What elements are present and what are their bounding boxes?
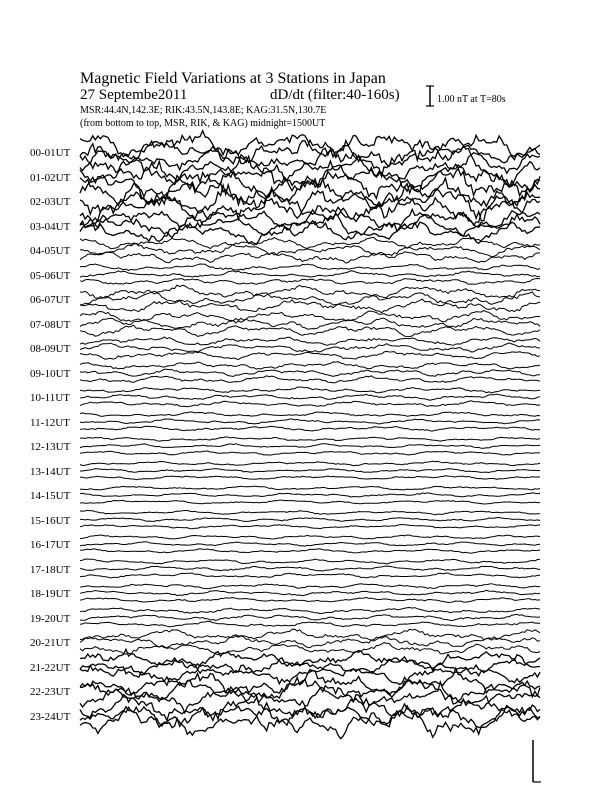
trace-msr <box>80 486 540 490</box>
hour-label: 18-19UT <box>30 588 71 600</box>
scale-bar <box>426 86 434 106</box>
trace-kag <box>80 351 540 359</box>
trace-rik <box>80 343 540 352</box>
hour-label: 00-01UT <box>30 147 71 159</box>
hour-label: 23-24UT <box>30 710 71 723</box>
trace-rik <box>80 394 540 400</box>
trace-rik <box>80 271 540 278</box>
trace-rik <box>80 419 540 424</box>
trace-msr <box>80 559 540 564</box>
hour-label: 15-16UT <box>30 514 71 527</box>
trace-msr <box>80 437 540 441</box>
hour-label: 19-20UT <box>30 612 71 625</box>
hour-label: 16-17UT <box>30 539 71 551</box>
trace-msr <box>80 535 540 539</box>
hour-label: 01-02UT <box>30 171 71 184</box>
trace-kag <box>80 188 540 225</box>
trace-kag <box>80 279 540 285</box>
trace-kag <box>80 376 540 383</box>
trace-rik <box>80 140 540 166</box>
trace-msr <box>80 608 540 614</box>
trace-kag <box>80 573 540 578</box>
hour-label: 04-05UT <box>30 245 71 257</box>
trace-kag <box>80 525 540 529</box>
trace-msr <box>80 510 540 514</box>
hour-label: 02-03UT <box>30 196 71 208</box>
hour-label: 08-09UT <box>30 343 71 355</box>
trace-rik <box>80 244 540 257</box>
trace-order-note: (from bottom to top, MSR, RIK, & KAG) midnight=1500UT <box>80 118 326 129</box>
trace-rik <box>80 636 540 648</box>
trace-msr <box>80 285 540 298</box>
hour-label: 20-21UT <box>30 637 71 649</box>
trace-kag <box>80 221 540 244</box>
trace-rik <box>80 566 540 571</box>
trace-kag <box>80 426 540 431</box>
trace-group <box>80 131 541 782</box>
chart-title: Magnetic Field Variations at 3 Stations in Japan <box>80 70 386 87</box>
trace-rik <box>80 444 540 449</box>
trace-msr <box>80 461 540 466</box>
hour-label: 21-22UT <box>30 661 71 674</box>
trace-kag <box>80 643 540 655</box>
trace-msr <box>80 264 540 270</box>
trace-msr <box>80 237 540 248</box>
station-coordinates: MSR:44.4N,142.3E; RIK:43.5N,143.8E; KAG:31.5N,130.7E <box>80 105 327 116</box>
trace-msr <box>80 629 540 640</box>
hour-label: 14-15UT <box>30 490 71 502</box>
trace-msr <box>80 337 540 345</box>
trace-rik <box>80 469 540 473</box>
trace-kag <box>80 401 540 407</box>
chart-date: 27 Septembe2011 <box>80 87 188 103</box>
hour-label: 03-04UT <box>30 220 71 233</box>
hour-label: 06-07UT <box>30 294 71 306</box>
trace-msr <box>80 412 540 416</box>
hour-label: 10-11UT <box>30 392 70 404</box>
trace-rik <box>80 590 540 595</box>
trace-kag <box>80 597 540 602</box>
trace-kag <box>80 451 540 455</box>
trace-rik <box>80 614 540 620</box>
trace-kag <box>80 476 540 480</box>
hour-label: 17-18UT <box>30 563 71 576</box>
trace-rik <box>80 493 540 497</box>
trace-msr <box>80 362 540 369</box>
hour-label: 22-23UT <box>30 686 71 698</box>
hour-label: 07-08UT <box>30 318 71 331</box>
trace-rik <box>80 369 540 376</box>
trace-msr <box>80 387 540 393</box>
trace-rik <box>80 318 540 329</box>
trace-kag <box>80 325 540 336</box>
trace-kag <box>80 500 540 504</box>
hour-label: 05-06UT <box>30 269 71 282</box>
trace-kag <box>80 621 540 627</box>
hour-label: 12-13UT <box>30 441 71 453</box>
chart-component: dD/dt (filter:40-160s) <box>270 87 400 103</box>
trace-msr <box>80 584 540 589</box>
hour-label: 09-10UT <box>30 367 71 380</box>
trace-kag <box>80 549 540 553</box>
hour-label: 11-12UT <box>30 416 70 429</box>
trace-kag <box>80 703 540 739</box>
scale-bar-label: 1.00 nT at T=80s <box>437 94 506 105</box>
trace-kag <box>80 252 540 263</box>
hour-label: 13-14UT <box>30 465 71 478</box>
trace-rik <box>80 542 540 546</box>
trace-rik <box>80 518 540 522</box>
